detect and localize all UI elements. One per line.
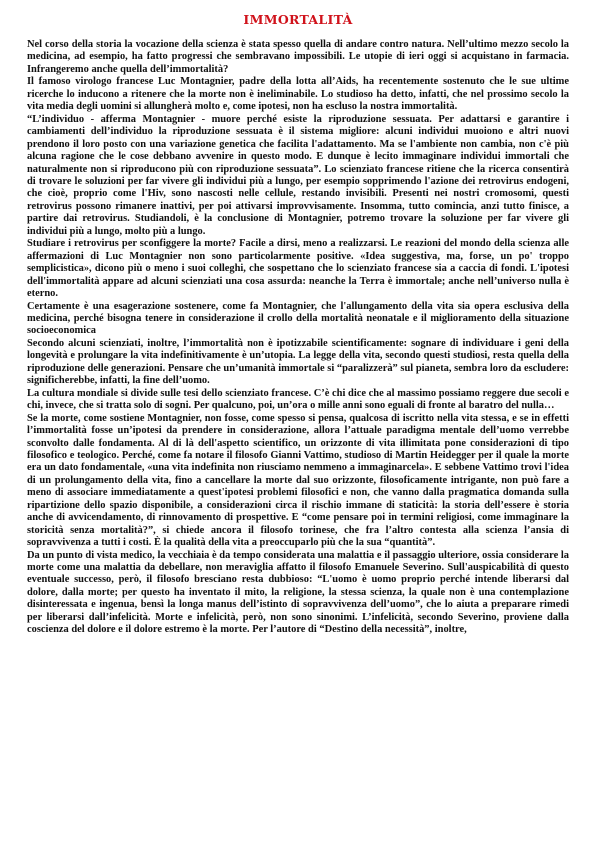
paragraph: La cultura mondiale si divide sulle tesi dello scienziato francese. C’è chi dice che al massimo possiamo reggere due secoli e chi, invece, che si tratta solo di sogni. Per qualcuno, poi, un’ora o mille anni sono eguali di fronte al baratro del nulla… bbox=[27, 387, 569, 412]
article-body bbox=[27, 39, 569, 637]
page-title: IMMORTALITÀ bbox=[243, 12, 353, 27]
paragraph: “L’individuo - afferma Montagnier - muore perché esiste la riproduzione sessuata. Per adattarsi e garantire i cambiamenti dell’individuo la riproduzione sessuata è il sistema migliore: alcuni individui muoiono e altri nuovi prendono il loro posto con una variazione genetica che facilita l'adattamento. Ma se l'ambiente non cambia, non c'è più alcuna ragione che le cose debbano avvenire in questo modo. E dunque è lecito immaginare individui immortali che naturalmente non si riproducono più con riproduzione sessuata”. Lo scienziato francese ritiene che la ricerca consentirà di trovare le soluzioni per far vivere gli individui più a lungo, per esempio sopprimendo l'azione dei retrovirus endogeni, che cioè, proprio come l'Hiv, sono nascosti nelle cellule, restando invisibili. Presenti nei nostri cromosomi, questi retrovirus possono rimanere inattivi, per poi attivarsi improvvisamente. Insomma, tutto comincia, anzi tutto finisce, a partire dai retrovirus. Studiandoli, è la conclusione di Montagnier, potremo trovare la soluzione per far vivere gli individui più a lungo, molto più a lungo. bbox=[27, 113, 569, 237]
paragraph: Certamente è una esagerazione sostenere, come fa Montagnier, che l'allungamento della vita sia opera esclusiva della medicina, perché bisogna tenere in considerazione il crollo della mortalità neonatale e il miglioramento della situazione socioeconomica bbox=[27, 300, 569, 337]
paragraph: Da un punto di vista medico, la vecchiaia è da tempo considerata una malattia e il passaggio ulteriore, ossia considerare la morte come una malattia da debellare, non meraviglia affatto il filosofo Emanuele Severino. Sull'auspicabilità di questo eventuale successo, però, il filosofo bresciano resta dubbioso: “L'uomo è uomo proprio perché intende liberarsi dal dolore, dalla morte; per questo ha inventato il mito, la religione, la stessa scienza, la quale non è una contemplazione disinteressata e ingenua, bensì la longa manus dell’istinto di sopravvivenza dell’uomo”, che lo aiuta a preparare rimedi per liberarsi dall’infelicità. Morte e infelicità, però, non sono sinonimi. L’infelicità, secondo Severino, proviene dalla coscienza del dolore e il dolore estremo è la morte. Per l’autore di “Destino della necessità”, inoltre, bbox=[27, 549, 569, 636]
paragraph: Se la morte, come sostiene Montagnier, non fosse, come spesso si pensa, qualcosa di iscritto nella vita stessa, e se in effetti l’immortalità fosse un’ipotesi da prendere in considerazione, allora l’attuale paradigma mentale dell’uomo verrebbe sconvolto dalle fondamenta. Al di là dell'aspetto scientifico, un orizzonte di vita illimitata pone considerazioni di tipo filosofico e teologico. Perché, come fa notare il filosofo Gianni Vattimo, studioso di Martin Heidegger per il quale la morte era un dato fondamentale, «una vita indefinita non riusciamo nemmeno a immaginarcela». E sebbene Vattimo trovi l'idea di un prolungamento della vita, fino a cancellare la morte dal suo orizzonte, filosoficamente intrigante, non può fare a meno di associare immediatamente a quest'ipotesi problemi filosofici e non, che vanno dalla pragmatica domanda sulla ripartizione dello spazio disponibile, a considerazioni circa il rischio immane di staticità: la storia dell’essere è storia anche di avvicendamento, di rinnovamento di prospettive. E “come pensare poi in termini religiosi, come immaginare la storicità senza mortalità?”, si chiede ancora il filosofo torinese, che fra l’altro contesta alla scienza l’ansia di sopravvivenza a tutti i costi. È la qualità della vita a preoccuparlo più che la sua “quantità”. bbox=[27, 412, 569, 549]
paragraph: Secondo alcuni scienziati, inoltre, l’immortalità non è ipotizzabile scientificamente: sognare di individuare i geni della longevità e prolungare la vita indefinitivamente è un’utopia. La legge della vita, secondo questi studiosi, resta quella della riproduzione delle generazioni. Pensare che un’umanità immortale si “paralizzerà” sul pianeta, sembra loro da escludere: significherebbe, infatti, la fine dell’uomo. bbox=[27, 337, 569, 387]
paragraph: Il famoso virologo francese Luc Montagnier, padre della lotta all’Aids, ha recentemente sostenuto che le sue ultime ricerche lo inducono a ritenere che la morte non è ineliminabile. Lo studioso ha detto, infatti, che nel prossimo secolo la vita media degli uomini si allungherà molto e, come ipotesi, non ha escluso la nostra immortalità. bbox=[27, 76, 569, 113]
paragraph: Nel corso della storia la vocazione della scienza è stata spesso quella di andare contro natura. Nell’ultimo mezzo secolo la medicina, ad esempio, ha fatto progressi che sembravano impossibili. Le utopie di ieri oggi si acquistano in farmacia. Infrangeremo anche quella dell’immortalità? bbox=[27, 39, 569, 75]
paragraph: Studiare i retrovirus per sconfiggere la morte? Facile a dirsi, meno a realizzarsi. Le reazioni del mondo della scienza alle affermazioni di Luc Montagnier non sono particolarmente positive. «Idea suggestiva, ma, forse, un po' troppo semplicistica», dicono più o meno i suoi colleghi, che sospettano che lo scienziato francese sia a caccia di fondi. L'ipotesi dell'immortalità appare ad alcuni scienziati una cosa assurda: neanche la Terra è immortale; anche nell’universo nulla è eterno. bbox=[27, 238, 569, 300]
